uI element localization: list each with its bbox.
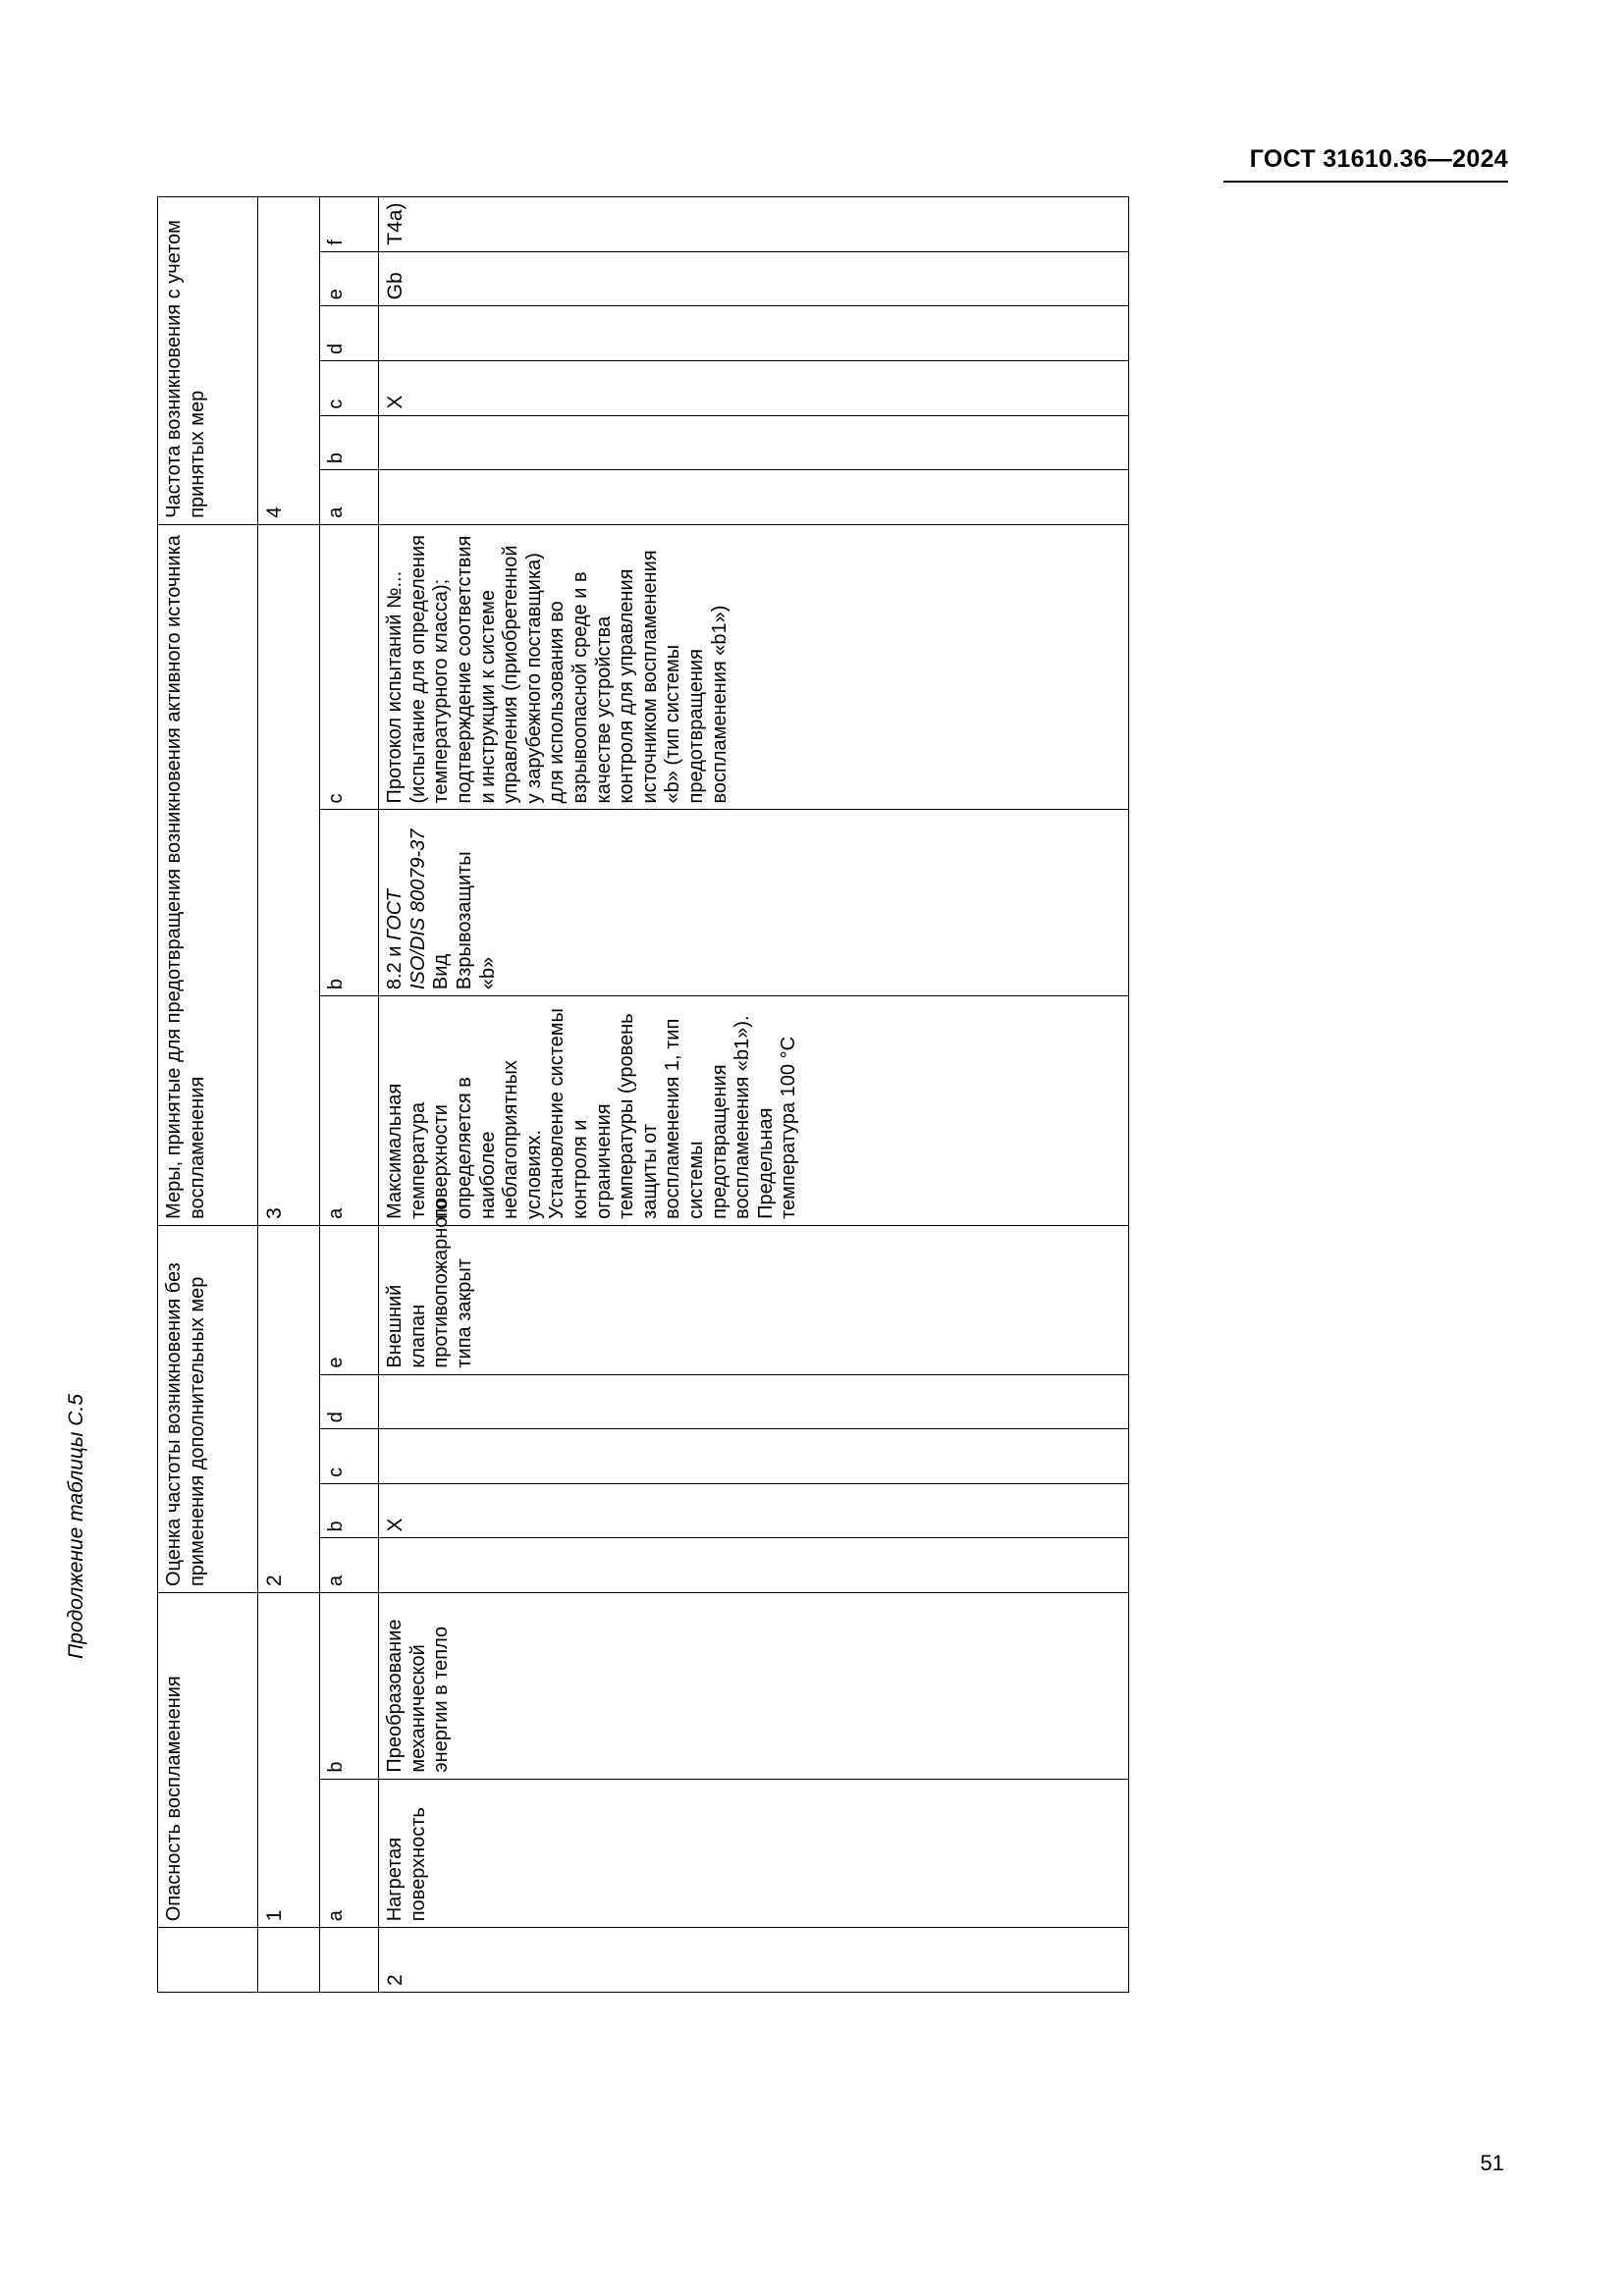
group-number-2: 2: [257, 1225, 319, 1592]
subletter-g4-f: f: [319, 197, 379, 252]
cell-result-c: X: [379, 360, 1129, 415]
header-divider: [1223, 181, 1508, 183]
group-number-4: 4: [257, 197, 319, 525]
cell-ignition-hazard-a: Нагретая поверхность: [379, 1779, 1129, 1928]
corner-cell-3: [319, 1928, 379, 1993]
group-number-3: 3: [257, 524, 319, 1225]
cell-result-b: [379, 415, 1129, 470]
subletter-g2-a: a: [319, 1538, 379, 1593]
continuation-table-c5: [157, 196, 1129, 1993]
cell-frequency-d: [379, 1374, 1129, 1429]
table-row: [379, 197, 1129, 1993]
row-number: 2: [379, 1928, 1129, 1993]
subletter-g3-c: c: [319, 524, 379, 810]
group-number-1: 1: [257, 1593, 319, 1928]
cell-measures-b: [379, 810, 1129, 996]
table-group-number-row: [257, 197, 319, 1993]
corner-cell: [158, 1928, 258, 1993]
corner-cell-2: [257, 1928, 319, 1993]
subletter-g2-c: c: [319, 1429, 379, 1484]
measures-b-standard-ref: ГОСТ ISO/DIS 80079-37: [384, 828, 429, 990]
standard-header: ГОСТ 31610.36—2024: [1249, 145, 1508, 173]
table-group-header-row: [158, 197, 258, 1993]
subletter-g4-c: c: [319, 360, 379, 415]
group-header-4: Частота возникновения с учетом принятых мер: [158, 197, 258, 525]
subletter-g4-b: b: [319, 415, 379, 470]
cell-ignition-hazard-b: Преобразование механической энергии в тепло: [379, 1593, 1129, 1780]
table-caption: Продолжение таблицы С.5: [65, 1394, 87, 1659]
cell-result-d: [379, 306, 1129, 361]
subletter-g4-a: a: [319, 470, 379, 525]
measures-b-text-2: Вид Взрывозащиты «b»: [430, 851, 499, 990]
group-header-3: Меры, принятые для предотвращения возникновения активного источника воспламенения: [158, 524, 258, 1225]
subletter-g2-e: e: [319, 1225, 379, 1374]
cell-measures-a: Максимальная температура поверхности определяется в наиболее неблагоприятных условиях. Установление системы контроля и ограничения температуры (уровень защиты от воспламенения 1, тип системы предотвращения воспламенения «b1»). Предельная температура 100 °С: [379, 996, 1129, 1226]
subletter-g4-e: e: [319, 251, 379, 306]
cell-frequency-e-note: Внешний клапан противопожарного типа закрыт: [379, 1225, 1129, 1374]
page-number: 51: [1480, 2151, 1504, 2175]
group-header-2: Оценка частоты возникновения без применения дополнительных мер: [158, 1225, 258, 1592]
subletter-g3-a: a: [319, 996, 379, 1226]
subletter-g4-d: d: [319, 306, 379, 361]
cell-result-f: T4a): [379, 197, 1129, 252]
subletter-g1-b: b: [319, 1593, 379, 1780]
cell-result-e: Gb: [379, 251, 1129, 306]
cell-measures-c: Протокол испытаний №... (испытание для определения температурного класса); подтверждение соответствия и инструкции к системе управления (приобретенной у зарубежного поставщика) для использования во взрывоопасной среде и в качестве устройства контроля для управления источником воспламенения «b» (тип системы предотвращения воспламенения «b1»): [379, 524, 1129, 810]
rotated-table-wrapper: [157, 196, 1129, 1993]
cell-frequency-c: [379, 1429, 1129, 1484]
subletter-g2-d: d: [319, 1374, 379, 1429]
subletter-g2-b: b: [319, 1483, 379, 1538]
subletter-g3-b: b: [319, 810, 379, 996]
cell-frequency-b: X: [379, 1483, 1129, 1538]
cell-result-a: [379, 470, 1129, 525]
group-header-1: Опасность воспламенения: [158, 1593, 258, 1928]
table-subletter-row: [319, 197, 379, 1993]
cell-frequency-a: [379, 1538, 1129, 1593]
measures-b-text-1: 8.2 и: [384, 939, 406, 990]
subletter-g1-a: a: [319, 1779, 379, 1928]
